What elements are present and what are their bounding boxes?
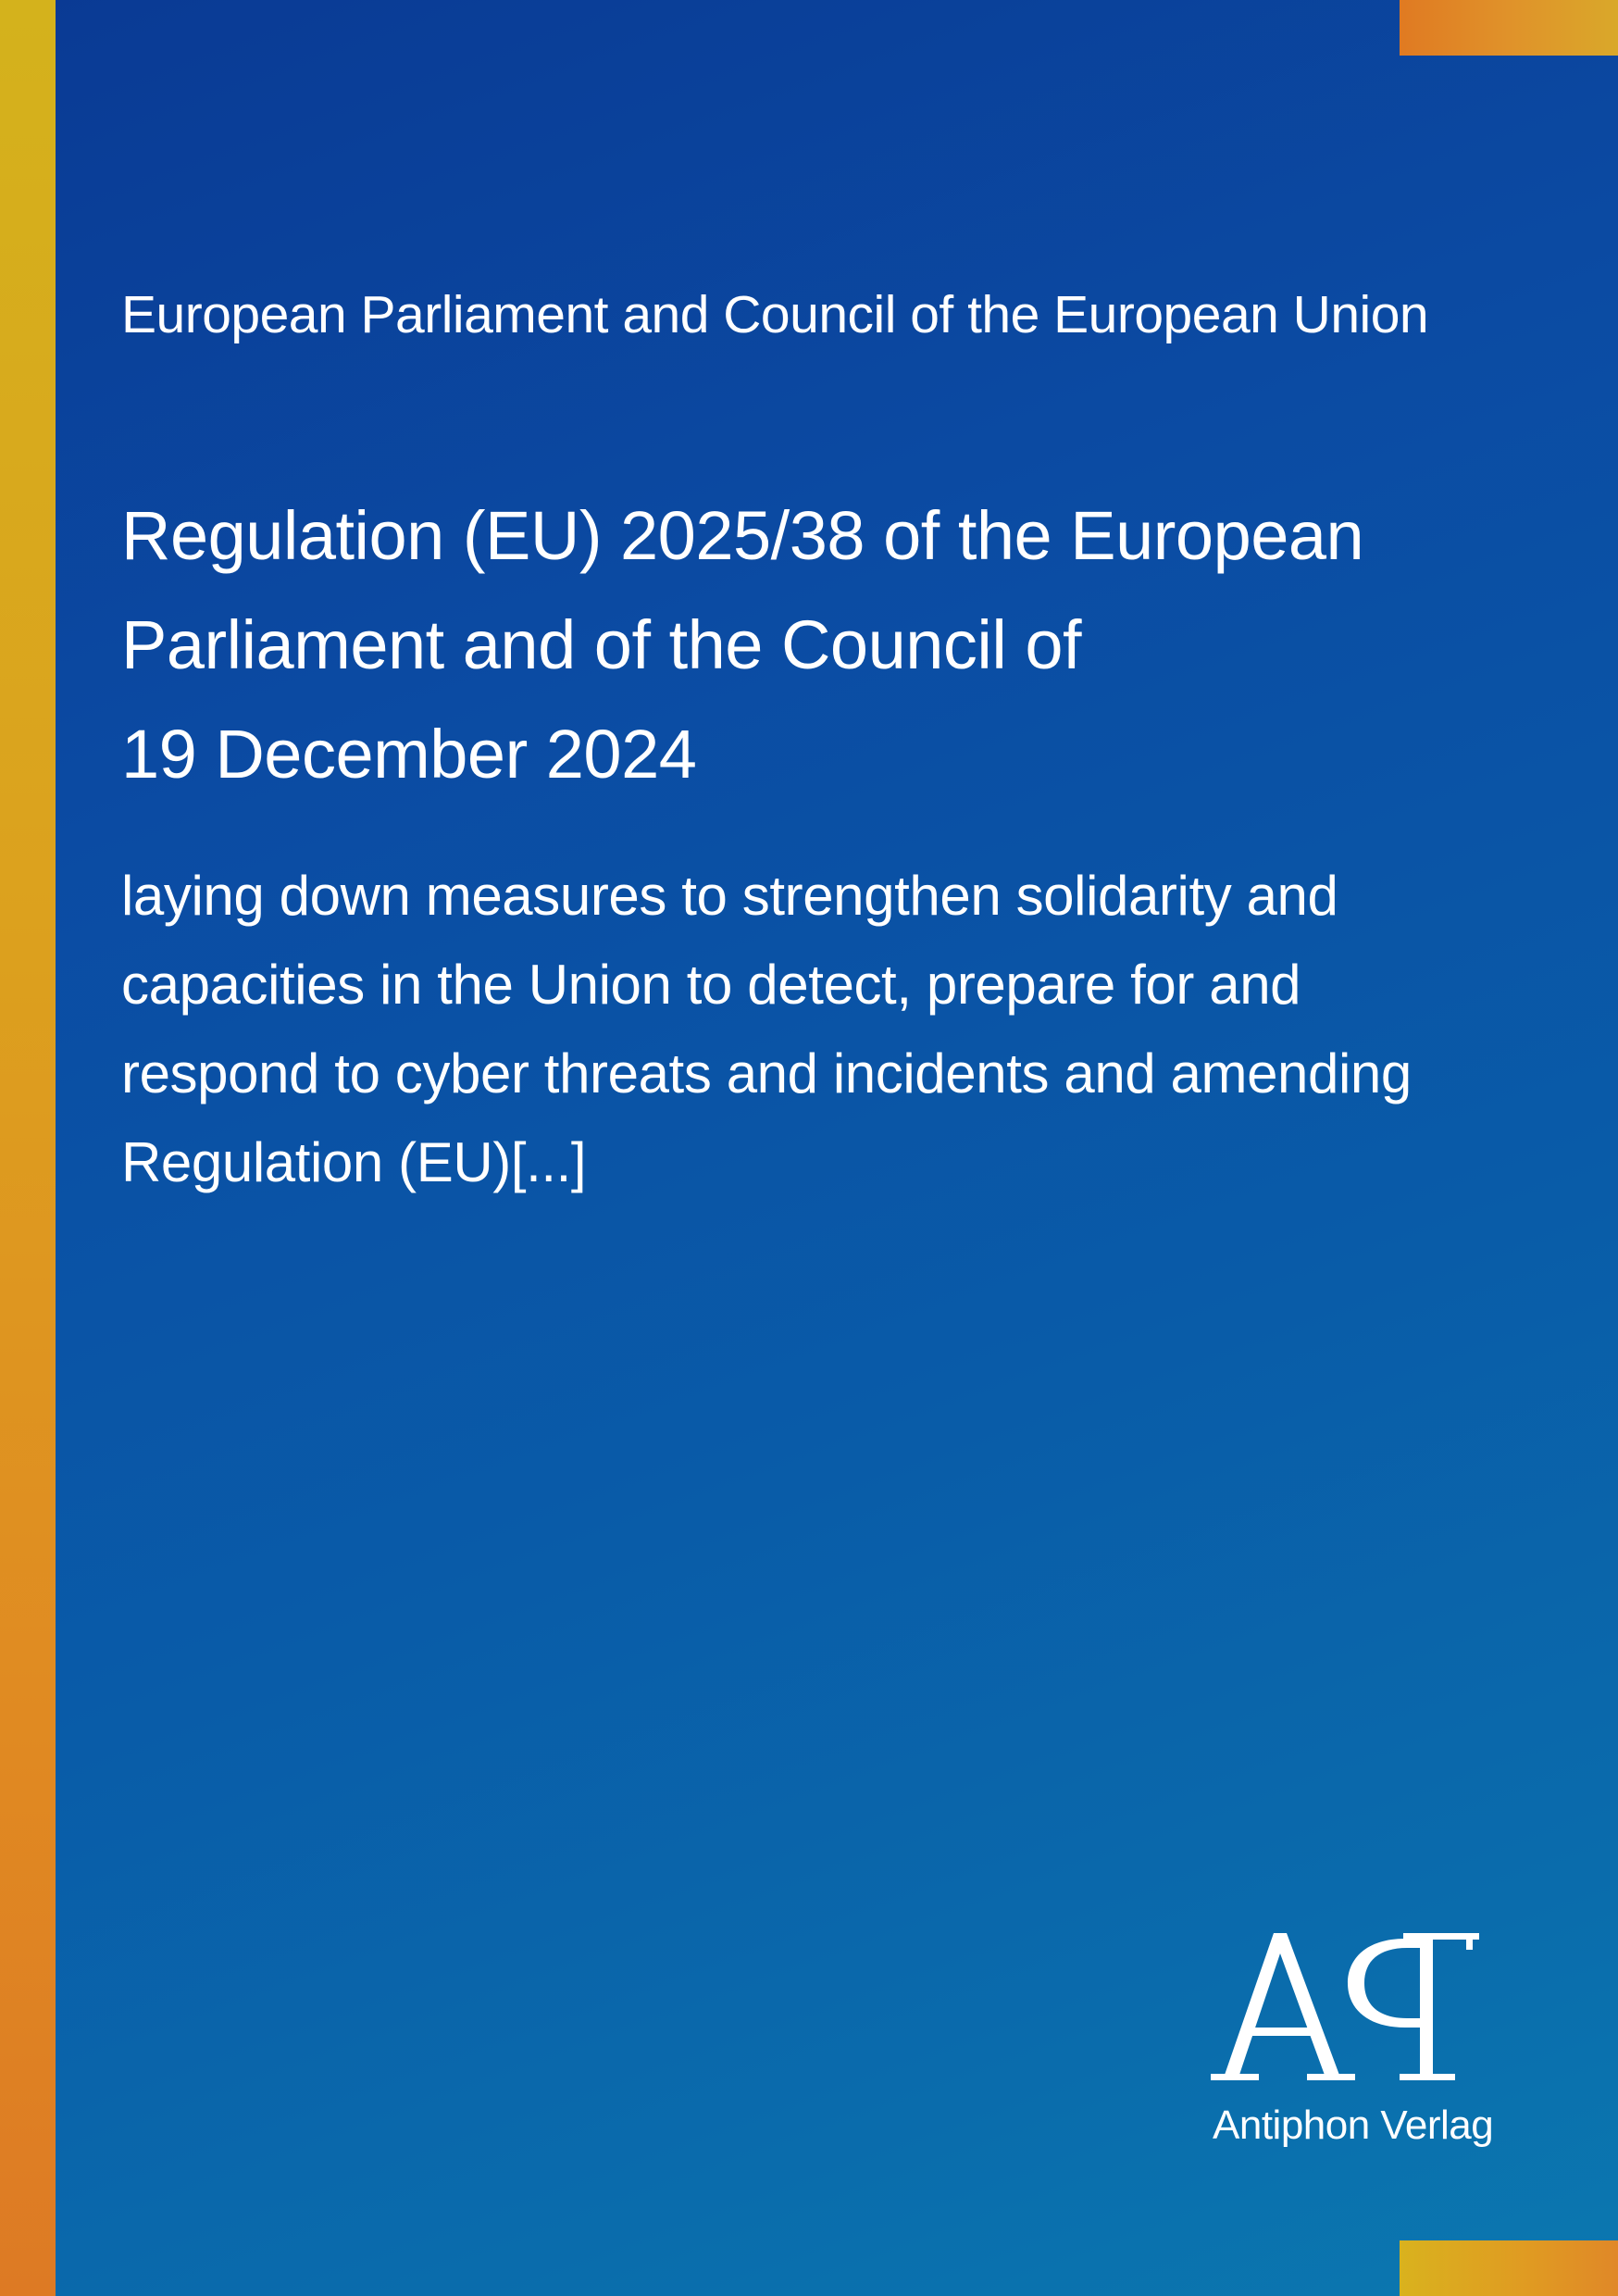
title-line-1: Regulation (EU) 2025/38 of the European <box>121 497 1364 574</box>
publisher-logo <box>1209 1926 1494 2166</box>
subtitle-line-3: respond to cyber threats and incidents and amending <box>121 1042 1412 1104</box>
title-line-2: Parliament and of the Council of <box>121 606 1082 683</box>
title-line-3: 19 December 2024 <box>121 716 697 792</box>
subtitle-line-1: laying down measures to strengthen solidarity and <box>121 865 1338 927</box>
book-title <box>121 481 1510 809</box>
antiphon-logo-icon <box>1209 1926 1487 2092</box>
top-right-accent-bar <box>1400 0 1618 56</box>
subtitle-line-2: capacities in the Union to detect, prepare for and <box>121 954 1301 1016</box>
author-line: European Parliament and Council of the European Union <box>121 285 1429 344</box>
publisher-name: Antiphon Verlag <box>1213 2103 1494 2148</box>
subtitle-line-4: Regulation (EU)[...] <box>121 1131 587 1193</box>
left-accent-band <box>0 0 56 2296</box>
bottom-right-accent-bar <box>1400 2240 1618 2296</box>
book-subtitle <box>121 852 1510 1207</box>
